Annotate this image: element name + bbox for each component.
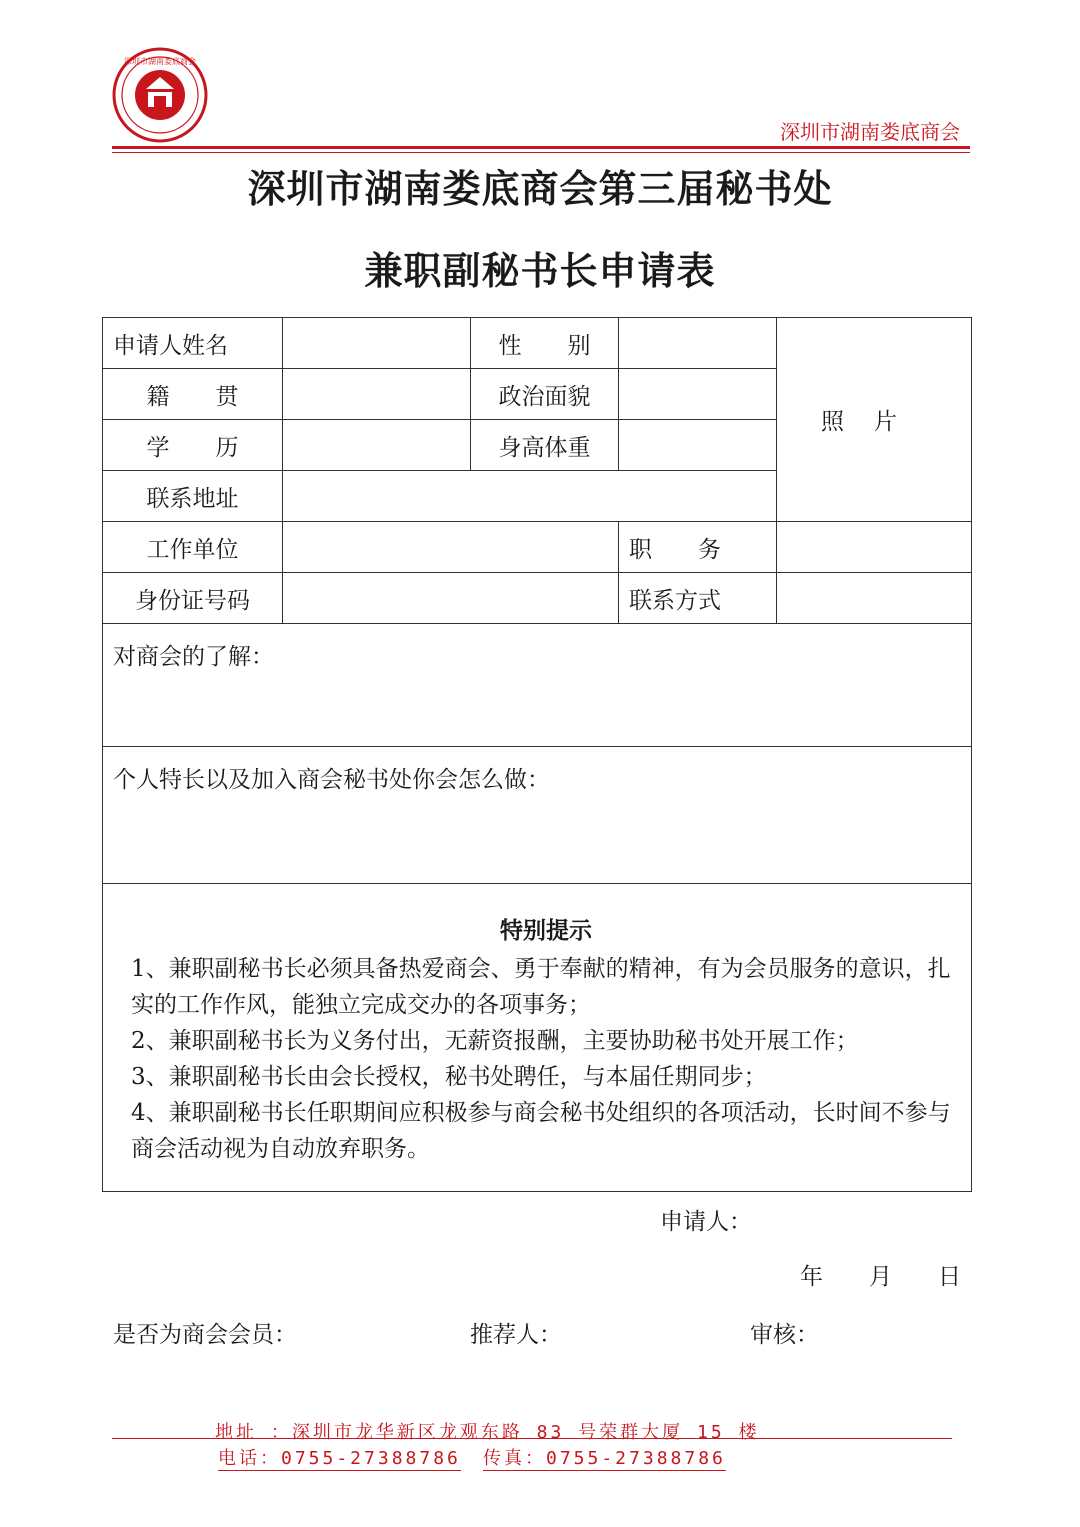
field-id-number[interactable]: [283, 573, 619, 624]
notice-item: 3、兼职副秘书长由会长授权，秘书处聘任，与本届任期同步；: [131, 1064, 767, 1090]
label-understanding: 对商会的了解：: [113, 644, 274, 670]
footer-phone: 电话：0755-27388786: [218, 1444, 461, 1471]
notice-item: 1、兼职副秘书长必须具备热爱商会、勇于奉献的精神，有为会员服务的意识，扎实的工作作风，能独立完成交办的各项事务；: [131, 956, 951, 1018]
field-applicant-name[interactable]: [283, 318, 471, 369]
label-education: 学 历: [103, 420, 283, 471]
label-position: 职 务: [619, 522, 777, 573]
field-native-place[interactable]: [283, 369, 471, 420]
notice-item: 4、兼职副秘书长任职期间应积极参与商会秘书处组织的各项活动，长时间不参与商会活动视为自动放弃职务。: [131, 1100, 951, 1162]
label-height-weight: 身高体重: [471, 420, 619, 471]
notice-title: 特别提示: [500, 917, 592, 944]
label-contact-address: 联系地址: [103, 471, 283, 522]
field-specialty[interactable]: [103, 747, 972, 884]
applicant-signature-label: 申请人：: [660, 1209, 752, 1235]
document-subtitle: 兼职副秘书长申请表: [364, 248, 716, 293]
label-native-place: 籍 贯: [103, 369, 283, 420]
special-notice: [103, 884, 972, 1192]
label-id-number: 身份证号码: [103, 573, 283, 624]
svg-text:深圳市湖南娄底商会: 深圳市湖南娄底商会: [124, 57, 196, 66]
field-height-weight[interactable]: [619, 420, 777, 471]
field-understanding[interactable]: [103, 624, 972, 747]
date-label: 年 月 日: [800, 1264, 961, 1290]
photo-box[interactable]: 照片: [777, 318, 972, 522]
application-form: [102, 317, 972, 1192]
field-work-unit[interactable]: [283, 522, 619, 573]
field-gender[interactable]: [619, 318, 777, 369]
field-contact-address[interactable]: [283, 471, 777, 522]
header-rule-thin: [112, 152, 970, 153]
label-work-unit: 工作单位: [103, 522, 283, 573]
organization-name: 深圳市湖南娄底商会: [780, 120, 960, 144]
footer-address: 地址 ：深圳市龙华新区龙观东路 83 号荣群大厦 15 楼: [215, 1422, 760, 1443]
notice-item: 2、兼职副秘书长为义务付出，无薪资报酬，主要协助秘书处开展工作；: [131, 1028, 859, 1054]
label-applicant-name: 申请人姓名: [103, 318, 283, 369]
footer-rule: [112, 1438, 952, 1439]
footer-fax: 传真：0755-27388786: [483, 1444, 726, 1471]
field-contact-info[interactable]: [777, 573, 972, 624]
label-specialty: 个人特长以及加入商会秘书处你会怎么做：: [113, 767, 550, 793]
referrer-label: 推荐人：: [470, 1322, 562, 1348]
chamber-logo: [112, 47, 208, 143]
field-education[interactable]: [283, 420, 471, 471]
review-label: 审核：: [750, 1322, 819, 1348]
label-political-status: 政治面貌: [471, 369, 619, 420]
document-title: 深圳市湖南娄底商会第三届秘书处: [247, 166, 833, 211]
label-contact-info: 联系方式: [619, 573, 777, 624]
member-status-label: 是否为商会会员：: [113, 1322, 297, 1348]
label-gender: 性 别: [471, 318, 619, 369]
header-rule-thick: [112, 146, 970, 149]
field-political-status[interactable]: [619, 369, 777, 420]
field-position[interactable]: [777, 522, 972, 573]
